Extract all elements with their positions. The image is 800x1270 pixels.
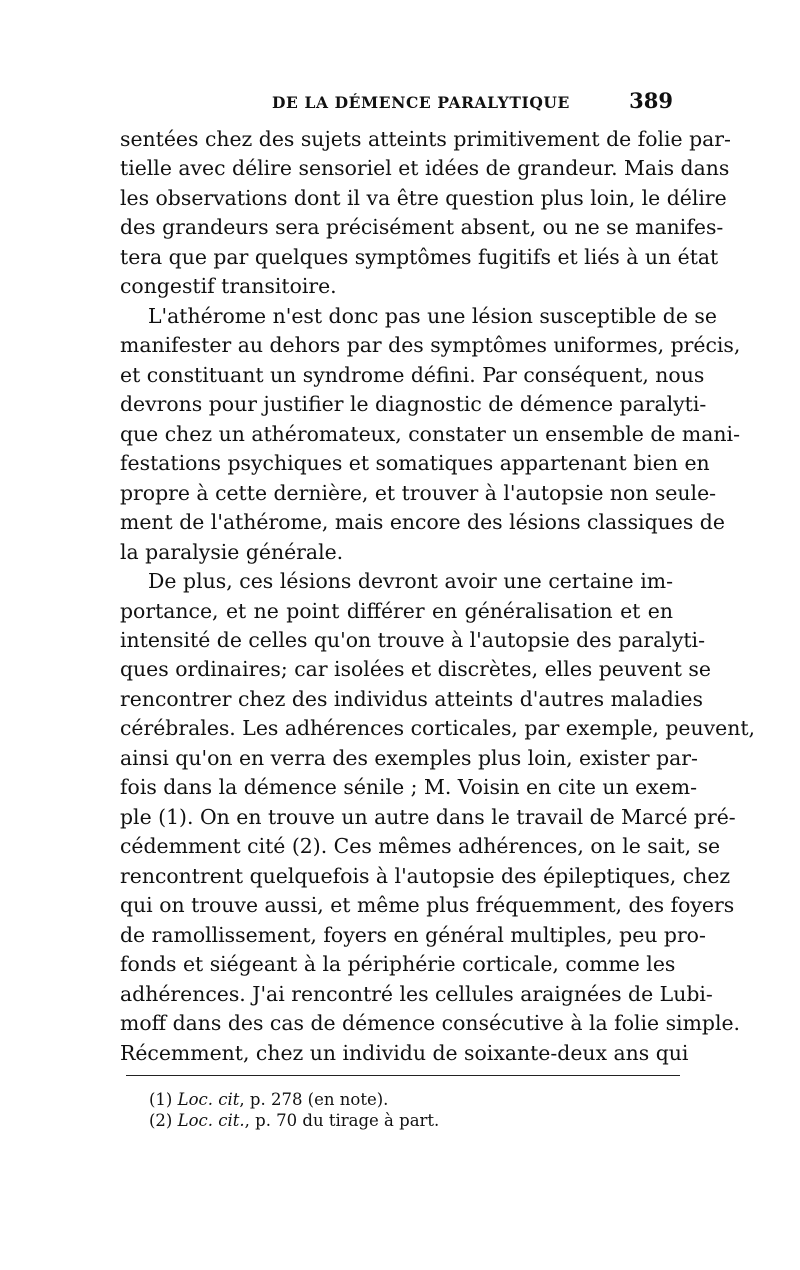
text-line: que chez un athéromateux, constater un ensemble de mani- xyxy=(120,421,740,446)
footnote-text: , p. 278 (en note). xyxy=(239,1090,389,1109)
footnote-reference: Loc. cit xyxy=(177,1090,240,1109)
text-line: ainsi qu'on en verra des exemples plus loin, exister par- xyxy=(120,745,698,770)
text-line: adhérences. J'ai rencontré les cellules araignées de Lubi- xyxy=(120,981,713,1006)
text-line: de ramollissement, foyers en général multiples, peu pro- xyxy=(120,922,706,947)
text-line: tera que par quelques symptômes fugitifs et liés à un état xyxy=(120,244,719,269)
text-line: propre à cette dernière, et trouver à l'autopsie non seule- xyxy=(120,480,717,505)
page-header xyxy=(120,88,673,118)
running-title: DE LA DÉMENCE PARALYTIQUE xyxy=(272,93,570,112)
text-line: rencontrer chez des individus atteints d'autres maladies xyxy=(120,686,703,711)
footnote-marker: (2) xyxy=(149,1111,173,1130)
text-line: fonds et siégeant à la périphérie corticale, comme les xyxy=(120,952,676,977)
text-line: la paralysie générale. xyxy=(120,539,344,564)
text-line: festations psychiques et somatiques appartenant bien en xyxy=(120,451,710,476)
text-line: et constituant un syndrome défini. Par conséquent, nous xyxy=(120,362,705,387)
text-line: cérébrales. Les adhérences corticales, par exemple, peuvent, xyxy=(120,716,756,741)
body-text xyxy=(120,125,756,1068)
footnote xyxy=(149,1110,649,1131)
text-line: devrons pour justifier le diagnostic de démence paralyti- xyxy=(120,392,707,417)
text-line: congestif transitoire. xyxy=(120,274,337,299)
text-line: fois dans la démence sénile ; M. Voisin en cite un exem- xyxy=(120,775,698,800)
text-line: moff dans des cas de démence consécutive à la folie simple. xyxy=(120,1011,741,1036)
paragraph-start-line: De plus, ces lésions devront avoir une certaine im- xyxy=(148,569,673,594)
text-line: sentées chez des sujets atteints primitivement de folie par- xyxy=(120,127,731,151)
footnotes xyxy=(149,1089,649,1131)
page-number: 389 xyxy=(629,88,673,113)
paragraph-start-line: L'athérome n'est donc pas une lésion susceptible de se xyxy=(148,303,717,328)
footnote-divider xyxy=(126,1075,680,1076)
footnote xyxy=(149,1089,649,1110)
text-line: ple (1). On en trouve un autre dans le travail de Marcé pré- xyxy=(120,804,736,829)
text-line: qui on trouve aussi, et même plus fréquemment, des foyers xyxy=(120,893,735,918)
footnote-marker: (1) xyxy=(149,1090,173,1109)
text-line: les observations dont il va être question plus loin, le délire xyxy=(120,185,727,210)
footnote-reference: Loc. cit. xyxy=(177,1111,245,1130)
text-line: portance, et ne point différer en généralisation et en xyxy=(120,598,673,623)
text-line: cédemment cité (2). Ces mêmes adhérences, on le sait, se xyxy=(120,834,721,859)
footnote-text: , p. 70 du tirage à part. xyxy=(244,1111,440,1130)
text-line: rencontrent quelquefois à l'autopsie des épileptiques, chez xyxy=(120,863,731,888)
text-line: ques ordinaires; car isolées et discrètes, elles peuvent se xyxy=(120,657,711,682)
text-line: Récemment, chez un individu de soixante-deux ans qui xyxy=(120,1040,689,1065)
text-line: ment de l'athérome, mais encore des lésions classiques de xyxy=(120,510,725,535)
text-line: manifester au dehors par des symptômes uniformes, précis, xyxy=(120,333,741,358)
text-line: tielle avec délire sensoriel et idées de grandeur. Mais dans xyxy=(120,156,730,181)
text-line: intensité de celles qu'on trouve à l'autopsie des paralyti- xyxy=(120,627,705,652)
text-line: des grandeurs sera précisément absent, ou ne se manifes- xyxy=(120,215,724,240)
